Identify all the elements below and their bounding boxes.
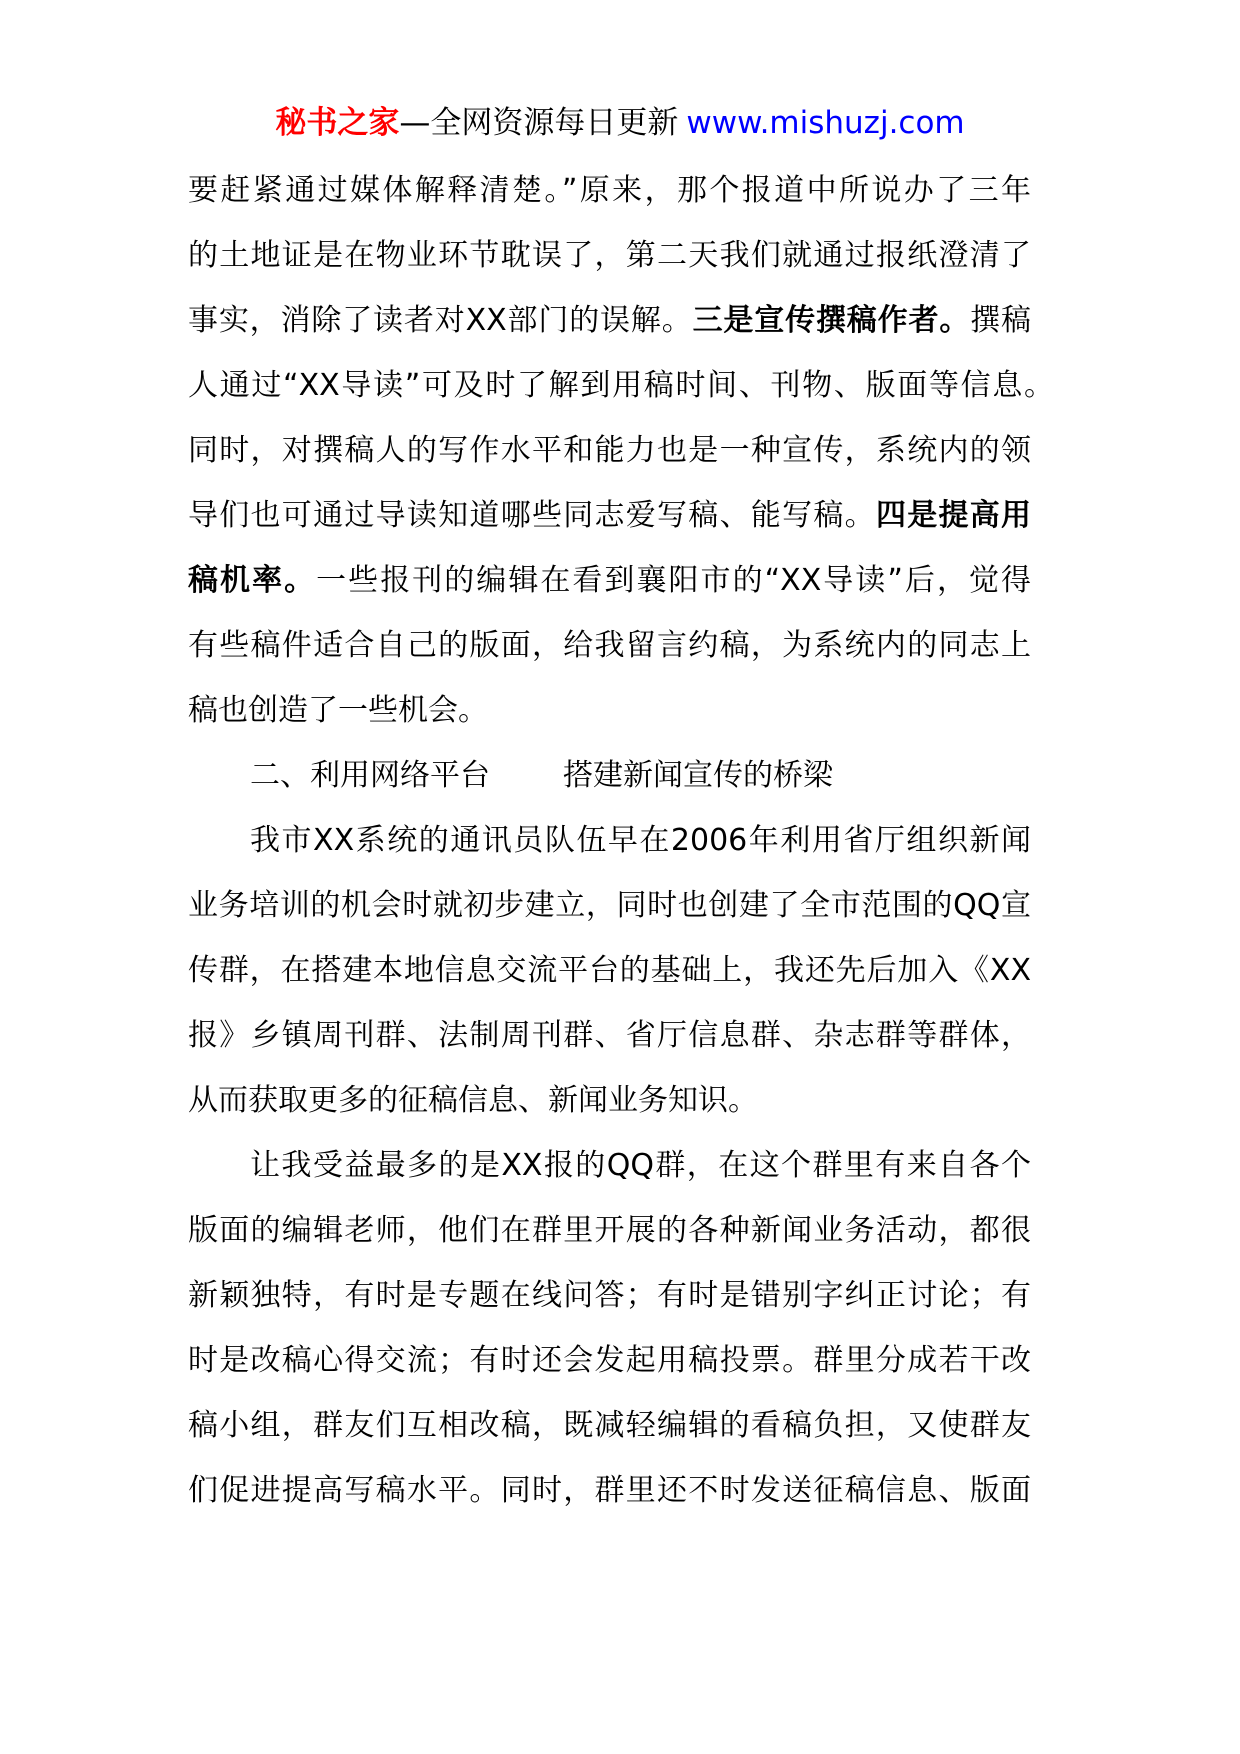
text-line: 从而获取更多的征稿信息、新闻业务知识。 xyxy=(188,1083,758,1118)
text-line: 有些稿件适合自己的版面，给我留言约稿，为系统内的同志上 xyxy=(188,628,1031,663)
text-line: 的土地证是在物业环节耽误了，第二天我们就通过报纸澄清了 xyxy=(188,238,1031,273)
header-tagline: —全网资源每日更新 xyxy=(399,105,679,141)
text-line: 报》乡镇周刊群、法制周刊群、省厅信息群、杂志群等群体， xyxy=(188,1018,1031,1053)
text-line: 业务培训的机会时就初步建立，同时也创建了全市范围的QQ宣 xyxy=(188,888,1031,923)
text-run: 事实，消除了读者对XX部门的误解。 xyxy=(188,303,693,338)
text-line: 同时，对撰稿人的写作水平和能力也是一种宣传，系统内的领 xyxy=(188,433,1031,468)
text-line: 稿也创造了一些机会。 xyxy=(188,693,488,728)
text-line: 新颖独特，有时是专题在线问答；有时是错别字纠正讨论；有 xyxy=(188,1278,1031,1313)
text-line: 人通过“XX导读”可及时了解到用稿时间、刊物、版面等信息。 xyxy=(188,368,1054,403)
heading-part: 二、利用网络平台 xyxy=(250,758,490,793)
brand-name: 秘书之家 xyxy=(275,105,400,141)
heading-part: 搭建新闻宣传的桥梁 xyxy=(563,758,833,793)
text-line: 让我受益最多的是XX报的QQ群，在这个群里有来自各个 xyxy=(250,1148,1031,1183)
text-line xyxy=(188,483,1031,548)
text-line: 时是改稿心得交流；有时还会发起用稿投票。群里分成若干改 xyxy=(188,1343,1031,1378)
document-body xyxy=(188,158,1054,1523)
page-header xyxy=(0,91,1240,155)
text-line: 传群，在搭建本地信息交流平台的基础上，我还先后加入《XX xyxy=(188,953,1031,988)
header-url: www.mishuzj.com xyxy=(686,105,965,141)
text-line: 们促进提高写稿水平。同时，群里还不时发送征稿信息、版面 xyxy=(188,1473,1031,1508)
text-line xyxy=(188,548,1031,613)
text-line: 版面的编辑老师，他们在群里开展的各种新闻业务活动，都很 xyxy=(188,1213,1031,1248)
bold-run: 三是宣传撰稿作者。 xyxy=(692,303,971,338)
text-line: 稿小组，群友们互相改稿，既减轻编辑的看稿负担，又使群友 xyxy=(188,1408,1031,1443)
text-line xyxy=(188,288,1031,353)
bold-run: 四是提高用 xyxy=(875,498,1032,533)
text-run: 导们也可通过导读知道哪些同志爱写稿、能写稿。 xyxy=(188,498,876,533)
section-heading xyxy=(188,743,1031,808)
text-run: 一些报刊的编辑在看到襄阳市的“XX导读”后，觉得 xyxy=(316,563,1032,598)
bold-run: 稿机率。 xyxy=(188,563,317,598)
text-run: 撰稿 xyxy=(970,303,1031,338)
text-line: 要赶紧通过媒体解释清楚。”原来，那个报道中所说办了三年 xyxy=(188,173,1031,208)
text-line: 我市XX系统的通讯员队伍早在2006年利用省厅组织新闻 xyxy=(250,823,1031,858)
